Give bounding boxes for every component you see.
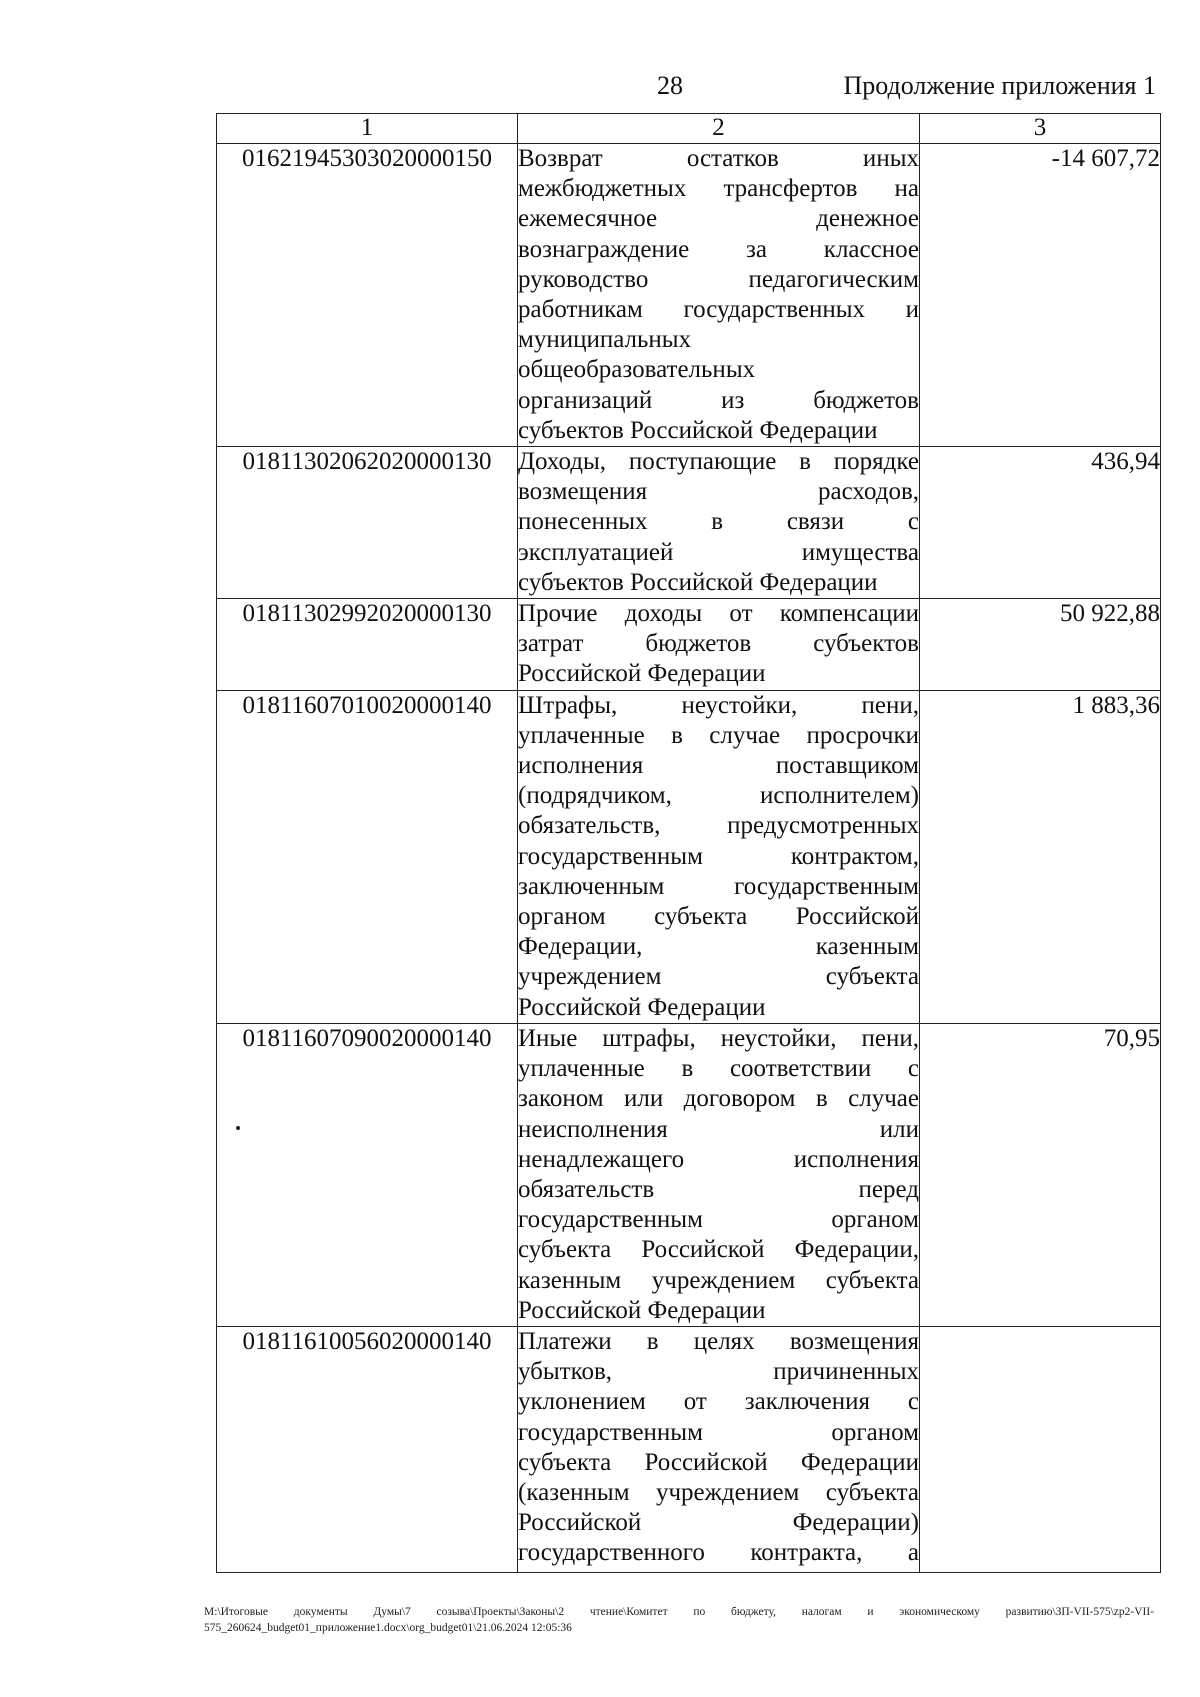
description-line: Федерации, казенным xyxy=(518,933,919,961)
description-line: уплаченные в соответствии с xyxy=(518,1055,919,1083)
description-line: государственным контрактом, xyxy=(518,842,919,870)
description-line: Штрафы, неустойки, пени, xyxy=(518,691,919,719)
document-file-path: M:\Итоговые документы Думы\7 созыва\Проекты\Законы\2 чтение\Комитет по бюджету, налогам и экономическому развитию\ЗП-VII-575\zp2-VII-575_260624_budget01_приложение1.docx\org_budget01\21.06.2024 12:05:36 xyxy=(204,1606,1154,1634)
table-row xyxy=(217,447,1161,599)
description-line: межбюджетных трансфертов на xyxy=(518,175,919,203)
description-line: учреждением субъекта xyxy=(518,963,919,991)
page-number: 28 xyxy=(657,71,683,100)
description-line: неисполнения или xyxy=(518,1115,919,1143)
description-line: работникам государственных и xyxy=(518,296,919,324)
description-line: ежемесячное денежное xyxy=(518,205,919,233)
description-line: заключенным государственным xyxy=(518,872,919,900)
description-line: субъекта Российской Федерации, xyxy=(518,1236,919,1264)
table-header-row xyxy=(217,114,1161,144)
table-row xyxy=(217,144,1161,447)
description-line: государственным органом xyxy=(518,1418,919,1446)
description-line: муниципальных xyxy=(518,326,692,354)
table-row xyxy=(217,690,1161,1023)
description-line: затрат бюджетов субъектов xyxy=(518,630,919,658)
amount-cell: 70,95 xyxy=(920,1023,1161,1326)
description-line: казенным учреждением субъекта xyxy=(518,1266,919,1294)
amount-cell: -14 607,72 xyxy=(920,144,1161,447)
description-line: государственного контракта, а xyxy=(518,1539,919,1567)
column-header-amount: 3 xyxy=(920,114,1161,144)
description-line: организаций из бюджетов xyxy=(518,386,919,414)
description-line: убытков, причиненных xyxy=(518,1358,919,1386)
description-line: Иные штрафы, неустойки, пени, xyxy=(518,1024,919,1052)
description-line: Платежи в целях возмещения xyxy=(518,1327,919,1355)
table-body xyxy=(217,144,1161,1573)
description-line: субъектов Российской Федерации xyxy=(518,416,878,444)
column-header-description: 2 xyxy=(518,114,920,144)
description-line: уклонением от заключения с xyxy=(518,1388,919,1416)
description-line: субъекта Российской Федерации xyxy=(518,1448,919,1476)
table-row xyxy=(217,1326,1161,1572)
description-line: обязательств перед xyxy=(518,1175,919,1203)
revenue-code-cell: 01621945303020000150 xyxy=(217,144,518,447)
column-header-code: 1 xyxy=(217,114,518,144)
description-line: (казенным учреждением субъекта xyxy=(518,1478,919,1506)
description-line: Российской Федерации xyxy=(518,1296,766,1324)
amount-cell: 436,94 xyxy=(920,447,1161,599)
revenue-code-cell: 01811610056020000140 xyxy=(217,1326,518,1572)
description-line: Российской Федерации xyxy=(518,660,766,688)
appendix-continuation-label: Продолжение приложения 1 xyxy=(843,71,1156,100)
revenue-description-cell xyxy=(518,690,920,1023)
revenue-code-cell: 01811302992020000130 xyxy=(217,599,518,691)
amount-cell: 50 922,88 xyxy=(920,599,1161,691)
description-line: (подрядчиком, исполнителем) xyxy=(518,782,919,810)
table-row xyxy=(217,599,1161,691)
description-line: Возврат остатков иных xyxy=(518,145,919,172)
revenue-description-cell xyxy=(518,1023,920,1326)
revenue-description-cell xyxy=(518,1326,920,1572)
description-line: возмещения расходов, xyxy=(518,478,919,506)
revenue-description-cell xyxy=(518,144,920,447)
revenue-description-cell xyxy=(518,599,920,691)
revenue-code-cell: 01811607010020000140 xyxy=(217,690,518,1023)
description-line: органом субъекта Российской xyxy=(518,903,919,931)
description-line: государственным органом xyxy=(518,1206,919,1234)
amount-cell: 1 883,36 xyxy=(920,690,1161,1023)
description-line: Российской Федерации) xyxy=(518,1509,919,1537)
description-line: вознаграждение за классное xyxy=(518,235,919,263)
description-line: Российской Федерации xyxy=(518,993,766,1021)
table-row xyxy=(217,1023,1161,1326)
description-line: ненадлежащего исполнения xyxy=(518,1145,919,1173)
description-line: законом или договором в случае xyxy=(518,1085,919,1113)
description-line: уплаченные в случае просрочки xyxy=(518,721,919,749)
revenue-code-cell: 01811607090020000140 xyxy=(217,1023,518,1326)
revenue-description-cell xyxy=(518,447,920,599)
description-line: Прочие доходы от компенсации xyxy=(518,600,919,628)
description-line: обязательств, предусмотренных xyxy=(518,812,919,840)
scan-speck xyxy=(236,1126,240,1130)
description-line: понесенных в связи с xyxy=(518,508,919,536)
description-line: руководство педагогическим xyxy=(518,265,919,293)
description-line: общеобразовательных xyxy=(518,356,756,384)
description-line: эксплуатацией имущества xyxy=(518,538,919,566)
description-line: Доходы, поступающие в порядке xyxy=(518,448,919,476)
description-line: субъектов Российской Федерации xyxy=(518,568,878,596)
budget-revenue-table xyxy=(216,113,1161,1573)
revenue-code-cell: 01811302062020000130 xyxy=(217,447,518,599)
description-line: исполнения поставщиком xyxy=(518,752,919,780)
amount-cell xyxy=(920,1326,1161,1572)
